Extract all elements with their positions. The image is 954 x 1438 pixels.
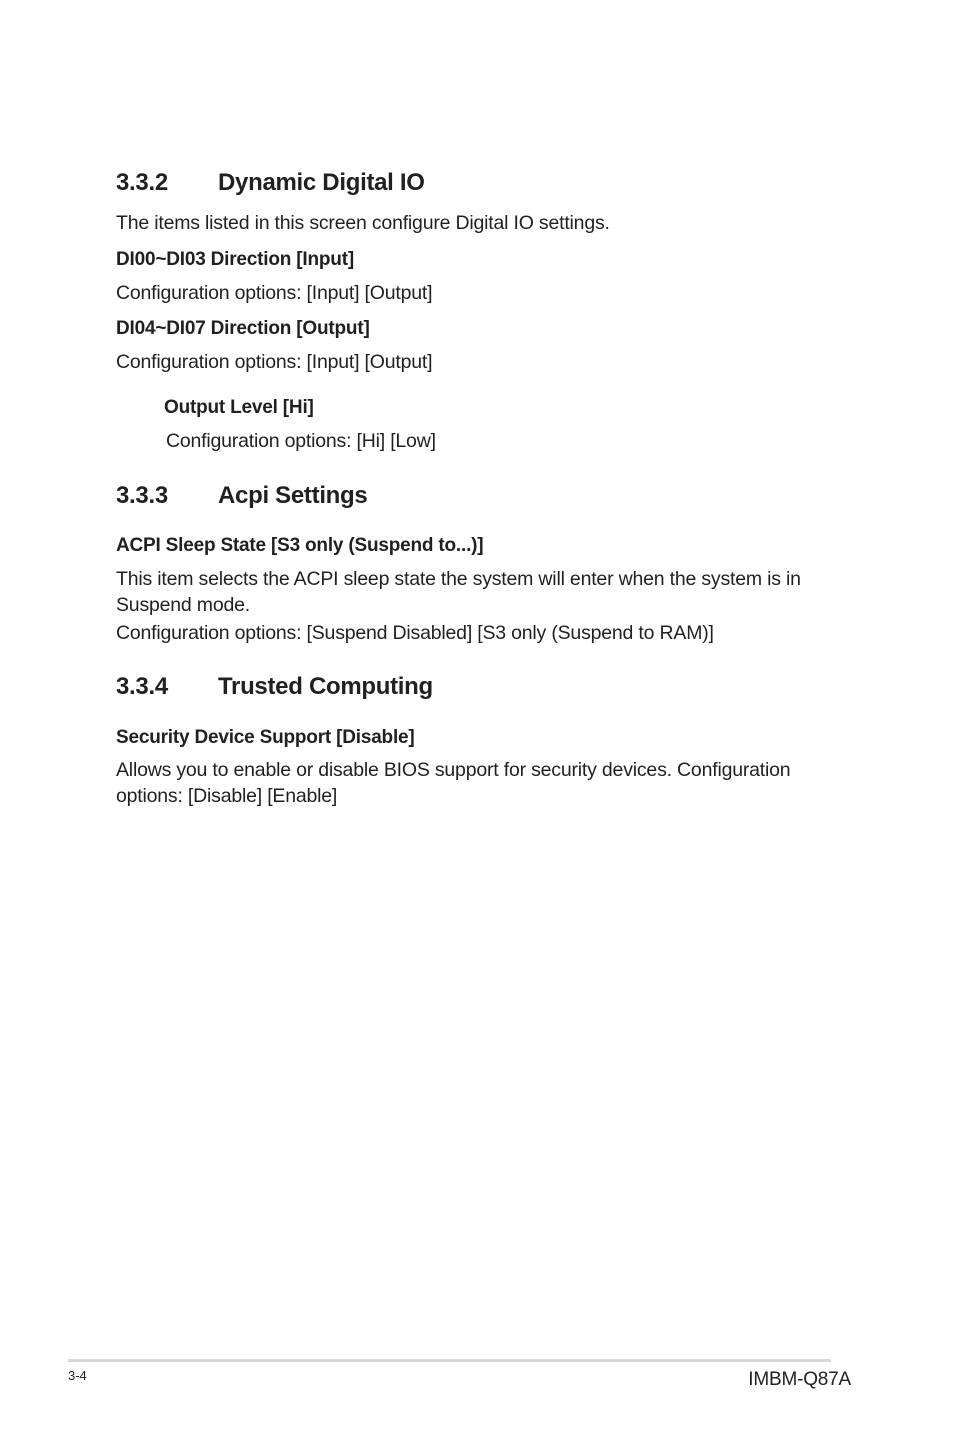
section-title: Dynamic Digital IO	[218, 169, 425, 196]
section-number: 3.3.4	[116, 673, 168, 700]
item-title-di04-di07-direction: DI04~DI07 Direction [Output]	[116, 318, 370, 339]
section-heading-trusted-computing	[116, 670, 836, 704]
section-title: Acpi Settings	[218, 482, 368, 509]
item-options-di00-di03: Configuration options: [Input] [Output]	[116, 282, 433, 304]
item-title-output-level: Output Level [Hi]	[164, 397, 314, 418]
section-title: Trusted Computing	[218, 673, 433, 700]
item-description-security-device-support: Allows you to enable or disable BIOS support for security devices. Configuration options: [Disable] [Enable]	[116, 759, 791, 807]
section-intro: The items listed in this screen configure Digital IO settings.	[116, 212, 610, 234]
section-number: 3.3.2	[116, 169, 168, 196]
footer-page-number: 3-4	[68, 1368, 87, 1383]
section-number: 3.3.3	[116, 482, 168, 509]
section-heading-acpi-settings	[116, 479, 836, 513]
footer-divider	[68, 1359, 831, 1362]
item-description-acpi-sleep-state: This item selects the ACPI sleep state the system will enter when the system is in Suspend mode.	[116, 568, 801, 616]
item-title-security-device-support: Security Device Support [Disable]	[116, 727, 415, 748]
item-options-output-level: Configuration options: [Hi] [Low]	[166, 430, 436, 452]
item-title-di00-di03-direction: DI00~DI03 Direction [Input]	[116, 249, 354, 270]
footer-model-name: IMBM-Q87A	[748, 1369, 851, 1390]
page-content	[116, 166, 836, 809]
item-options-di04-di07: Configuration options: [Input] [Output]	[116, 351, 433, 373]
item-title-acpi-sleep-state: ACPI Sleep State [S3 only (Suspend to...)]	[116, 535, 484, 556]
item-options-acpi-sleep-state: Configuration options: [Suspend Disabled] [S3 only (Suspend to RAM)]	[116, 622, 714, 644]
section-heading-dynamic-digital-io	[116, 166, 836, 200]
